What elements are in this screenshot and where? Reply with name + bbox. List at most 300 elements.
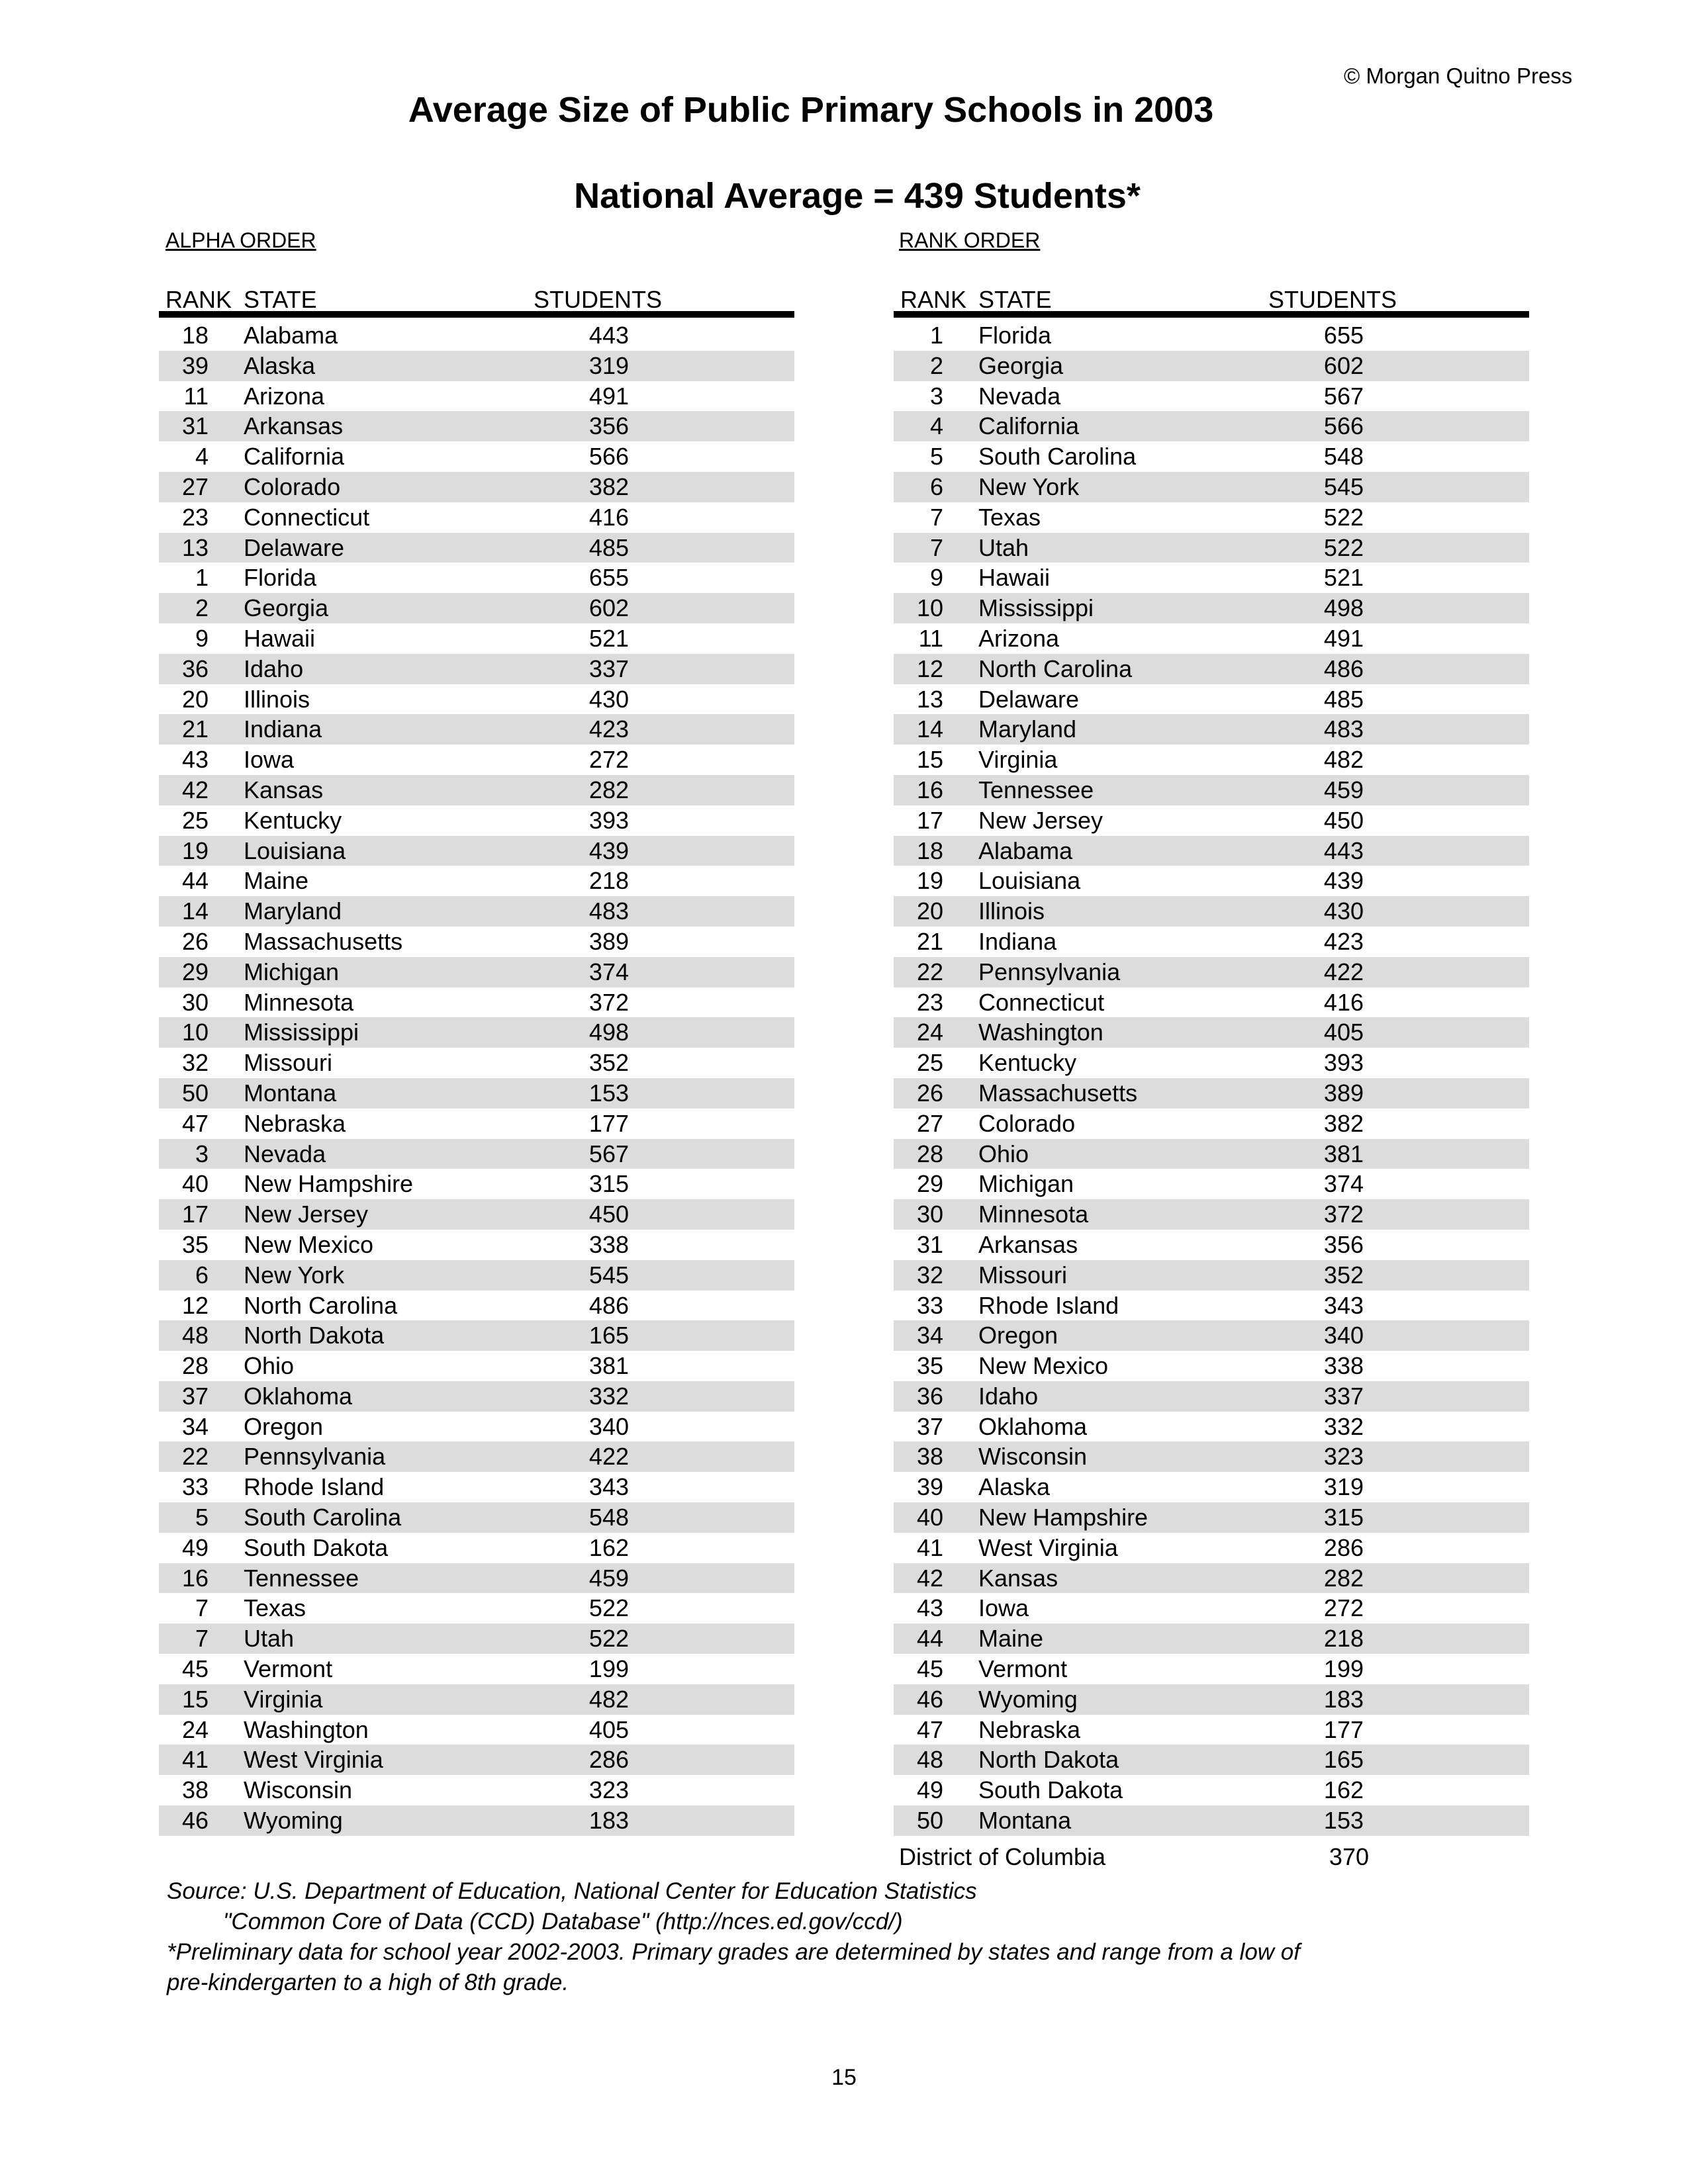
state-cell: Ohio — [244, 1352, 295, 1380]
source-notes — [167, 1876, 1300, 1998]
rank-cell: 50 — [181, 1079, 209, 1107]
students-cell: 498 — [1323, 594, 1364, 622]
state-cell: California — [244, 443, 345, 471]
rank-cell: 19 — [181, 837, 209, 864]
students-cell: 522 — [588, 1594, 629, 1622]
table-row — [159, 1230, 794, 1260]
students-cell: 340 — [588, 1412, 629, 1440]
table-row — [894, 1320, 1529, 1351]
state-cell: South Dakota — [978, 1776, 1123, 1804]
rank-cell: 37 — [916, 1412, 943, 1440]
students-cell: 332 — [588, 1382, 629, 1410]
state-cell: New Jersey — [978, 806, 1103, 834]
state-cell: Alaska — [244, 351, 316, 379]
state-cell: Indiana — [978, 927, 1057, 955]
students-cell: 183 — [588, 1807, 629, 1835]
state-cell: Nebraska — [244, 1109, 346, 1137]
state-cell: North Carolina — [244, 1291, 398, 1319]
state-cell: Pennsylvania — [978, 958, 1121, 985]
rank-cell: 27 — [181, 473, 209, 500]
students-cell: 381 — [588, 1352, 629, 1380]
state-cell: Connecticut — [978, 988, 1105, 1016]
state-cell: West Virginia — [244, 1746, 383, 1774]
state-cell: Arizona — [244, 382, 325, 410]
state-cell: Illinois — [978, 897, 1045, 925]
students-cell: 282 — [588, 776, 629, 803]
table-row — [159, 805, 794, 836]
table-row — [159, 1078, 794, 1109]
state-cell: Pennsylvania — [244, 1443, 386, 1471]
state-cell: Wisconsin — [978, 1443, 1088, 1471]
students-cell: 352 — [588, 1049, 629, 1077]
rank-cell: 34 — [916, 1322, 943, 1349]
state-cell: Texas — [244, 1594, 306, 1622]
students-cell: 459 — [1323, 776, 1364, 803]
rank-cell: 19 — [916, 867, 943, 895]
students-cell: 567 — [1323, 382, 1364, 410]
rank-cell: 33 — [916, 1291, 943, 1319]
table-row — [159, 927, 794, 957]
state-cell: Colorado — [244, 473, 341, 500]
dc-state: District of Columbia — [899, 1843, 1106, 1870]
state-cell: Connecticut — [244, 503, 370, 531]
state-cell: Alaska — [978, 1473, 1051, 1501]
rank-cell: 28 — [181, 1352, 209, 1380]
state-cell: Oklahoma — [978, 1412, 1088, 1440]
table-row — [894, 1048, 1529, 1078]
rank-cell: 48 — [181, 1322, 209, 1349]
table-row — [159, 1745, 794, 1775]
state-cell: California — [978, 412, 1080, 440]
table-row — [159, 1139, 794, 1169]
students-cell: 374 — [1323, 1170, 1364, 1198]
students-cell: 486 — [1323, 655, 1364, 682]
state-cell: Arkansas — [244, 412, 344, 440]
students-cell: 323 — [1323, 1443, 1364, 1471]
rank-cell: 1 — [195, 564, 209, 592]
students-cell: 272 — [1323, 1594, 1364, 1622]
rank-cell: 17 — [916, 806, 943, 834]
students-cell: 423 — [588, 715, 629, 743]
table-row — [159, 1715, 794, 1745]
state-cell: Arizona — [978, 624, 1060, 652]
table-row — [159, 381, 794, 412]
students-cell: 165 — [1323, 1746, 1364, 1774]
rank-cell: 48 — [916, 1746, 943, 1774]
students-cell: 343 — [1323, 1291, 1364, 1319]
rank-cell: 39 — [916, 1473, 943, 1501]
table-row — [894, 1109, 1529, 1139]
table-row — [894, 320, 1529, 351]
state-cell: Texas — [978, 503, 1041, 531]
students-cell: 319 — [1323, 1473, 1364, 1501]
rank-cell: 1 — [929, 322, 943, 349]
state-cell: Florida — [244, 564, 317, 592]
students-cell: 372 — [588, 988, 629, 1016]
state-cell: Georgia — [978, 351, 1064, 379]
rank-cell: 13 — [916, 685, 943, 713]
table-row — [159, 1563, 794, 1594]
rank-cell: 6 — [929, 473, 943, 500]
state-cell: Arkansas — [978, 1230, 1078, 1258]
rank-cell: 38 — [181, 1776, 209, 1804]
rank-cell: 13 — [181, 533, 209, 561]
students-cell: 332 — [1323, 1412, 1364, 1440]
state-header: STATE — [244, 286, 317, 313]
state-cell: Louisiana — [244, 837, 346, 864]
students-cell: 162 — [588, 1533, 629, 1561]
students-cell: 483 — [588, 897, 629, 925]
rank-cell: 43 — [181, 746, 209, 774]
students-cell: 545 — [588, 1261, 629, 1289]
state-cell: Maryland — [978, 715, 1077, 743]
students-cell: 177 — [588, 1109, 629, 1137]
state-cell: Oregon — [978, 1322, 1058, 1349]
rank-cell: 46 — [181, 1807, 209, 1835]
state-cell: Idaho — [978, 1382, 1039, 1410]
students-cell: 286 — [1323, 1533, 1364, 1561]
students-cell: 423 — [1323, 927, 1364, 955]
rank-cell: 43 — [916, 1594, 943, 1622]
students-cell: 218 — [588, 867, 629, 895]
students-cell: 439 — [588, 837, 629, 864]
state-cell: Missouri — [244, 1049, 333, 1077]
students-cell: 381 — [1323, 1140, 1364, 1167]
table-row — [894, 593, 1529, 623]
rank-cell: 16 — [916, 776, 943, 803]
table-row — [894, 1412, 1529, 1442]
rank-cell: 14 — [916, 715, 943, 743]
students-cell: 393 — [1323, 1049, 1364, 1077]
table-row — [159, 1351, 794, 1381]
rank-cell: 18 — [916, 837, 943, 864]
students-cell: 389 — [1323, 1079, 1364, 1107]
table-row — [159, 533, 794, 563]
state-cell: Rhode Island — [244, 1473, 385, 1501]
table-row — [894, 1805, 1529, 1836]
national-average-subtitle: National Average = 439 Students* — [574, 176, 1141, 216]
table-row — [894, 1472, 1529, 1502]
state-cell: Montana — [978, 1807, 1072, 1835]
rank-cell: 5 — [929, 443, 943, 471]
source-database-line: "Common Core of Data (CCD) Database" (http://nces.ed.gov/ccd/) — [223, 1909, 903, 1934]
state-cell: Rhode Island — [978, 1291, 1119, 1319]
table-row — [894, 1593, 1529, 1623]
table-row — [159, 1654, 794, 1684]
rank-cell: 44 — [181, 867, 209, 895]
rank-cell: 29 — [916, 1170, 943, 1198]
state-cell: Virginia — [978, 746, 1058, 774]
state-cell: Minnesota — [978, 1201, 1089, 1228]
students-cell: 548 — [588, 1504, 629, 1531]
students-cell: 165 — [588, 1322, 629, 1349]
rank-cell: 25 — [916, 1049, 943, 1077]
rank-cell: 26 — [181, 927, 209, 955]
table-row — [159, 351, 794, 381]
state-cell: Washington — [244, 1715, 369, 1743]
students-cell: 177 — [1323, 1715, 1364, 1743]
table-row — [159, 987, 794, 1018]
state-cell: Vermont — [244, 1655, 333, 1683]
rank-cell: 7 — [929, 533, 943, 561]
table-row — [894, 805, 1529, 836]
rank-cell: 4 — [929, 412, 943, 440]
state-cell: Vermont — [978, 1655, 1068, 1683]
students-cell: 430 — [588, 685, 629, 713]
rank-cell: 39 — [181, 351, 209, 379]
students-cell: 522 — [1323, 503, 1364, 531]
state-cell: Iowa — [244, 746, 295, 774]
table-row — [159, 472, 794, 502]
table-row — [159, 593, 794, 623]
table-row — [894, 1745, 1529, 1775]
rank-cell: 21 — [181, 715, 209, 743]
rank-cell: 49 — [181, 1533, 209, 1561]
table-row — [894, 1199, 1529, 1230]
footnote-line: *Preliminary data for school year 2002-2003. Primary grades are determined by states and range from a low of — [167, 1939, 1300, 1965]
state-header: STATE — [978, 286, 1052, 313]
students-cell: 655 — [588, 564, 629, 592]
students-cell: 286 — [588, 1746, 629, 1774]
rank-cell: 7 — [195, 1625, 209, 1653]
table-row — [159, 1260, 794, 1291]
state-cell: Kentucky — [978, 1049, 1077, 1077]
table-row — [159, 1441, 794, 1472]
table-row — [894, 896, 1529, 927]
state-cell: Minnesota — [244, 988, 354, 1016]
rank-cell: 30 — [181, 988, 209, 1016]
rank-cell: 2 — [929, 351, 943, 379]
table-header — [159, 278, 794, 311]
rank-cell: 20 — [916, 897, 943, 925]
students-cell: 372 — [1323, 1201, 1364, 1228]
table-row — [159, 502, 794, 533]
students-cell: 498 — [588, 1019, 629, 1046]
rank-cell: 25 — [181, 806, 209, 834]
table-row — [159, 441, 794, 472]
table-row — [159, 1684, 794, 1715]
rank-cell: 15 — [181, 1685, 209, 1713]
table-row — [894, 411, 1529, 441]
state-cell: Washington — [978, 1019, 1103, 1046]
state-cell: Indiana — [244, 715, 322, 743]
students-cell: 356 — [1323, 1230, 1364, 1258]
rank-cell: 42 — [916, 1564, 943, 1592]
rank-cell: 37 — [181, 1382, 209, 1410]
rank-cell: 15 — [916, 746, 943, 774]
rank-cell: 36 — [916, 1382, 943, 1410]
state-cell: Utah — [244, 1625, 295, 1653]
students-cell: 491 — [1323, 624, 1364, 652]
table-row — [894, 1533, 1529, 1563]
table-row — [894, 714, 1529, 745]
table-row — [159, 1109, 794, 1139]
state-cell: Georgia — [244, 594, 329, 622]
table-row — [159, 775, 794, 805]
students-cell: 482 — [1323, 746, 1364, 774]
students-cell: 450 — [588, 1201, 629, 1228]
students-cell: 416 — [1323, 988, 1364, 1016]
rank-cell: 41 — [916, 1533, 943, 1561]
students-cell: 602 — [1323, 351, 1364, 379]
students-cell: 567 — [588, 1140, 629, 1167]
table-row — [159, 896, 794, 927]
footnote-line-continued: pre-kindergarten to a high of 8th grade. — [167, 1970, 569, 1995]
rank-cell: 12 — [181, 1291, 209, 1319]
students-cell: 655 — [1323, 322, 1364, 349]
students-cell: 521 — [588, 624, 629, 652]
state-cell: Mississippi — [978, 594, 1094, 622]
rank-cell: 31 — [181, 412, 209, 440]
rank-cell: 24 — [916, 1019, 943, 1046]
table-row — [159, 1291, 794, 1321]
rank-cell: 32 — [916, 1261, 943, 1289]
students-cell: 405 — [588, 1715, 629, 1743]
students-cell: 485 — [588, 533, 629, 561]
state-cell: Maine — [244, 867, 309, 895]
state-cell: Mississippi — [244, 1019, 359, 1046]
students-cell: 337 — [1323, 1382, 1364, 1410]
students-cell: 521 — [1323, 564, 1364, 592]
rank-cell: 9 — [195, 624, 209, 652]
table-row — [159, 1412, 794, 1442]
students-cell: 522 — [588, 1625, 629, 1653]
state-cell: Oklahoma — [244, 1382, 353, 1410]
rank-cell: 7 — [929, 503, 943, 531]
rank-cell: 3 — [929, 382, 943, 410]
rank-cell: 11 — [183, 382, 209, 410]
rank-cell: 40 — [916, 1504, 943, 1531]
rank-cell: 3 — [195, 1140, 209, 1167]
table-row — [159, 684, 794, 715]
students-cell: 491 — [588, 382, 629, 410]
students-cell: 343 — [588, 1473, 629, 1501]
students-cell: 382 — [588, 473, 629, 500]
rank-cell: 11 — [918, 624, 943, 652]
rank-cell: 16 — [181, 1564, 209, 1592]
state-cell: Nebraska — [978, 1715, 1081, 1743]
students-cell: 338 — [1323, 1352, 1364, 1380]
table-row — [894, 654, 1529, 684]
table-row — [159, 1775, 794, 1805]
students-cell: 522 — [1323, 533, 1364, 561]
state-cell: Alabama — [978, 837, 1073, 864]
rank-cell: 35 — [916, 1352, 943, 1380]
rank-cell: 46 — [916, 1685, 943, 1713]
rank-cell: 35 — [181, 1230, 209, 1258]
rank-cell: 30 — [916, 1201, 943, 1228]
table-row — [894, 351, 1529, 381]
table-row — [894, 502, 1529, 533]
table-row — [894, 1684, 1529, 1715]
rank-cell: 47 — [181, 1109, 209, 1137]
state-cell: Illinois — [244, 685, 310, 713]
students-cell: 315 — [588, 1170, 629, 1198]
students-cell: 199 — [1323, 1655, 1364, 1683]
state-cell: Oregon — [244, 1412, 324, 1440]
state-cell: Alabama — [244, 322, 338, 349]
state-cell: Tennessee — [244, 1564, 359, 1592]
table-row — [159, 320, 794, 351]
students-header: STUDENTS — [534, 286, 663, 313]
students-cell: 218 — [1323, 1625, 1364, 1653]
state-cell: Nevada — [978, 382, 1061, 410]
students-cell: 548 — [1323, 443, 1364, 471]
state-cell: New Jersey — [244, 1201, 369, 1228]
students-cell: 443 — [588, 322, 629, 349]
state-cell: Hawaii — [244, 624, 316, 652]
rank-cell: 44 — [916, 1625, 943, 1653]
students-cell: 315 — [1323, 1504, 1364, 1531]
table-row — [159, 563, 794, 593]
state-cell: New Hampshire — [978, 1504, 1149, 1531]
table-row — [159, 1017, 794, 1048]
alpha-order-label: ALPHA ORDER — [165, 228, 316, 252]
state-cell: Maryland — [244, 897, 342, 925]
table-row — [894, 1017, 1529, 1048]
rank-cell: 5 — [195, 1504, 209, 1531]
table-row — [159, 1533, 794, 1563]
table-row — [894, 533, 1529, 563]
state-cell: New York — [978, 473, 1080, 500]
rank-cell: 26 — [916, 1079, 943, 1107]
table-row — [894, 1654, 1529, 1684]
page-title: Average Size of Public Primary Schools in 2003 — [408, 90, 1214, 130]
rank-cell: 22 — [181, 1443, 209, 1471]
dc-students: 370 — [1329, 1843, 1369, 1870]
table-row — [159, 654, 794, 684]
students-cell: 323 — [588, 1776, 629, 1804]
table-row — [894, 957, 1529, 987]
rank-cell: 32 — [181, 1049, 209, 1077]
table-row — [894, 1078, 1529, 1109]
rank-cell: 45 — [181, 1655, 209, 1683]
state-cell: Wisconsin — [244, 1776, 353, 1804]
rank-cell: 17 — [181, 1201, 209, 1228]
students-cell: 450 — [1323, 806, 1364, 834]
rank-cell: 10 — [181, 1019, 209, 1046]
table-row — [894, 1351, 1529, 1381]
students-cell: 282 — [1323, 1564, 1364, 1592]
copyright-notice: © Morgan Quitno Press — [1344, 64, 1573, 88]
table-row — [159, 1169, 794, 1199]
rank-cell: 38 — [916, 1443, 943, 1471]
state-cell: Idaho — [244, 655, 304, 682]
state-cell: West Virginia — [978, 1533, 1118, 1561]
page-number: 15 — [831, 2065, 857, 2090]
state-cell: South Carolina — [244, 1504, 402, 1531]
table-row — [894, 866, 1529, 896]
students-cell: 422 — [588, 1443, 629, 1471]
students-cell: 352 — [1323, 1261, 1364, 1289]
table-row — [159, 957, 794, 987]
state-cell: North Dakota — [978, 1746, 1119, 1774]
state-cell: Hawaii — [978, 564, 1051, 592]
table-row — [159, 411, 794, 441]
students-cell: 319 — [588, 351, 629, 379]
students-cell: 430 — [1323, 897, 1364, 925]
rank-order-rows — [894, 320, 1529, 1836]
state-cell: Wyoming — [244, 1807, 343, 1835]
rank-cell: 18 — [181, 322, 209, 349]
rank-cell: 29 — [181, 958, 209, 985]
students-cell: 566 — [588, 443, 629, 471]
students-cell: 337 — [588, 655, 629, 682]
state-cell: New York — [244, 1261, 345, 1289]
students-cell: 272 — [588, 746, 629, 774]
table-row — [894, 563, 1529, 593]
students-cell: 153 — [588, 1079, 629, 1107]
